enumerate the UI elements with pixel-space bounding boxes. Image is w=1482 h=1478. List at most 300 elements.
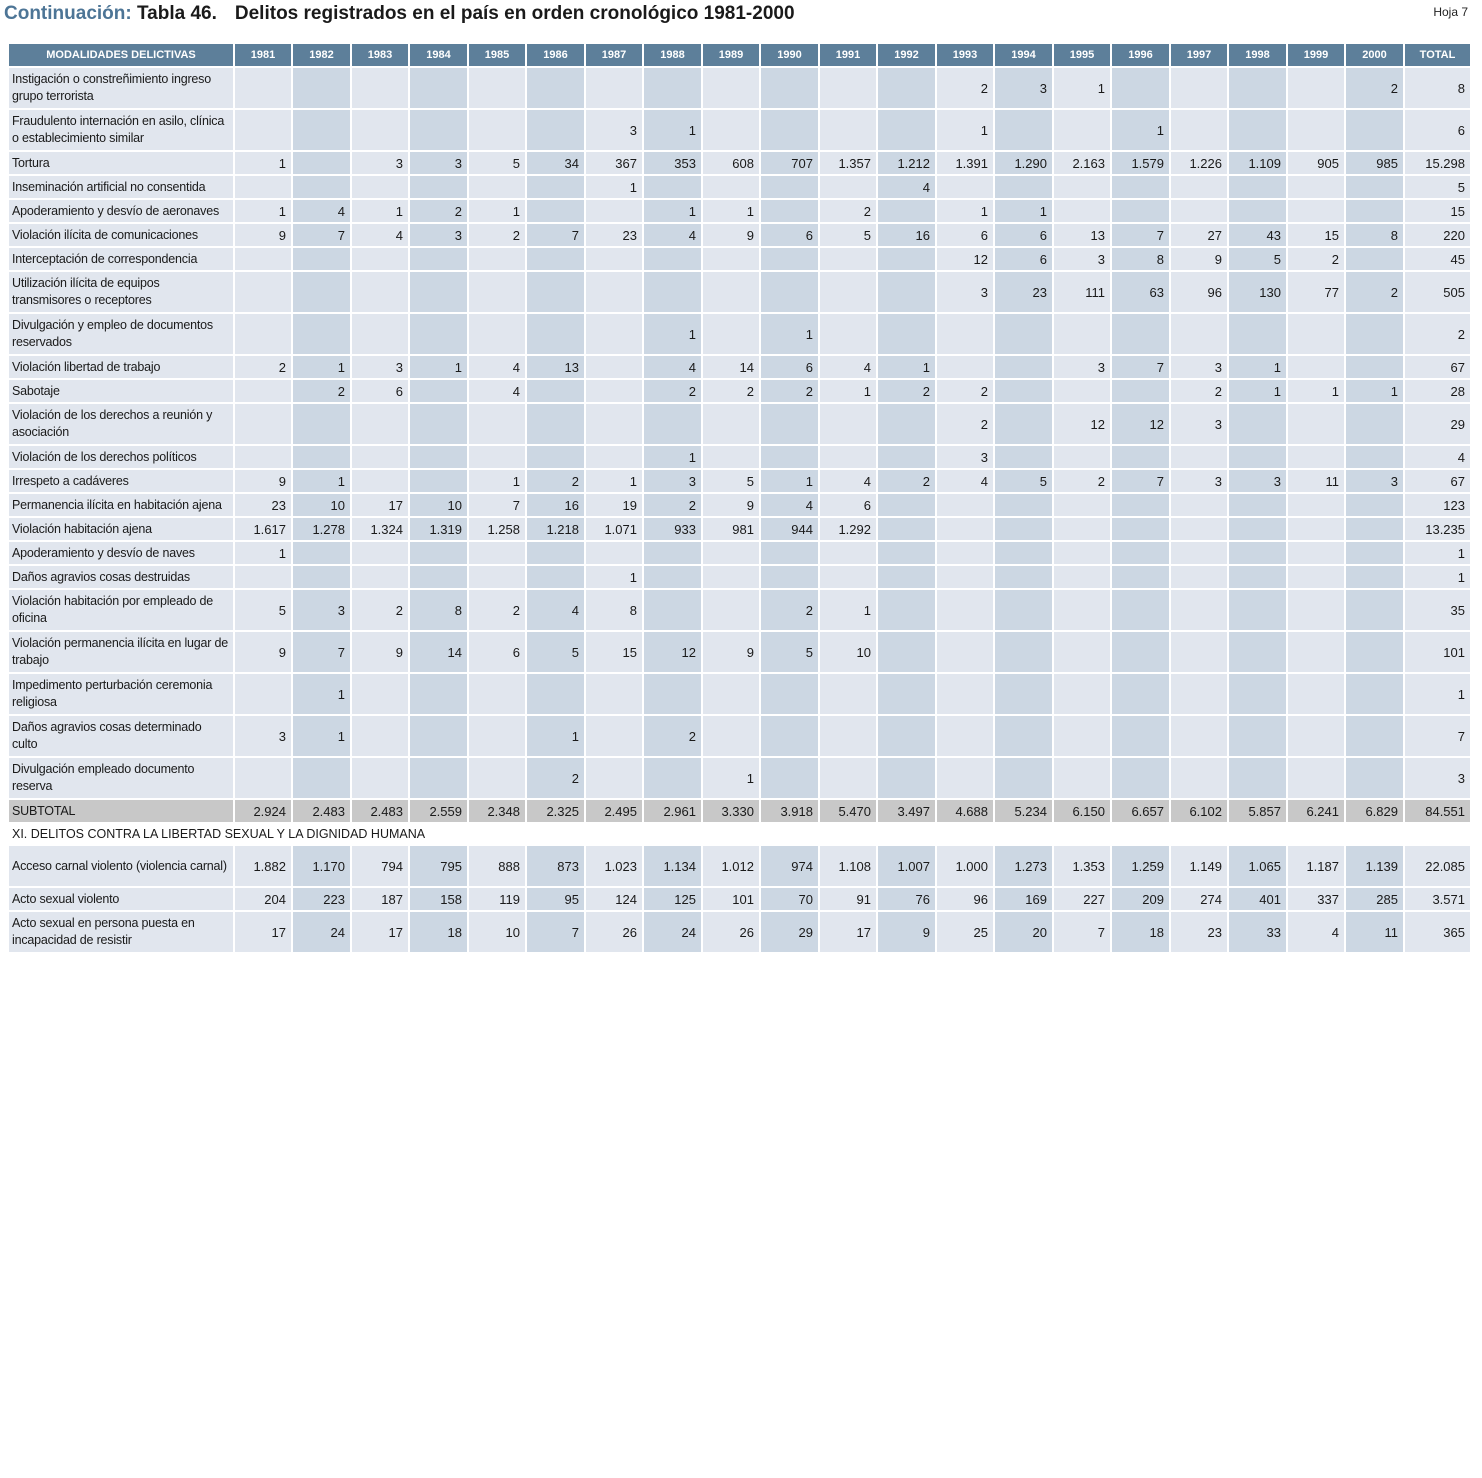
value-cell	[1287, 565, 1345, 589]
value-cell: 5	[760, 631, 819, 673]
table-row	[9, 541, 1471, 565]
value-cell	[1111, 565, 1170, 589]
row-label: Daños agravios cosas destruidas	[9, 565, 234, 589]
value-cell: 4	[819, 355, 877, 379]
value-cell: 1	[1228, 379, 1287, 403]
value-cell	[702, 673, 760, 715]
table-row	[9, 175, 1471, 199]
row-label: Impedimento perturbación ceremonia religiosa	[9, 673, 234, 715]
value-cell: 5	[1228, 247, 1287, 271]
value-cell	[1345, 355, 1404, 379]
value-cell: 24	[643, 911, 702, 953]
value-cell	[526, 403, 585, 445]
value-cell	[819, 541, 877, 565]
value-cell: 2	[936, 67, 994, 109]
value-cell: 1.149	[1170, 845, 1228, 887]
value-cell	[1111, 517, 1170, 541]
value-cell: 794	[351, 845, 409, 887]
value-cell: 14	[409, 631, 468, 673]
value-cell	[1345, 445, 1404, 469]
value-cell	[351, 445, 409, 469]
value-cell: 187	[351, 887, 409, 911]
value-cell: 2	[760, 379, 819, 403]
value-cell: 4	[526, 589, 585, 631]
value-cell: 34	[526, 151, 585, 175]
value-cell	[1053, 313, 1111, 355]
value-cell	[292, 313, 351, 355]
value-cell: 4	[643, 223, 702, 247]
row-label: Permanencia ilícita en habitación ajena	[9, 493, 234, 517]
value-cell	[1345, 715, 1404, 757]
value-cell	[702, 175, 760, 199]
value-cell: 353	[643, 151, 702, 175]
value-cell: 26	[585, 911, 643, 953]
value-cell	[234, 67, 292, 109]
value-cell: 2	[526, 757, 585, 799]
table-body	[9, 67, 1471, 953]
value-cell	[1287, 403, 1345, 445]
row-total-cell: 123	[1404, 493, 1471, 517]
row-label: Instigación o constreñimiento ingreso grupo terrorista	[9, 67, 234, 109]
page-title	[4, 2, 1478, 26]
value-cell: 14	[702, 355, 760, 379]
value-cell	[936, 313, 994, 355]
value-cell	[1228, 589, 1287, 631]
value-cell: 6	[351, 379, 409, 403]
value-cell	[409, 67, 468, 109]
value-cell	[409, 247, 468, 271]
value-cell: 12	[643, 631, 702, 673]
value-cell	[877, 589, 936, 631]
value-cell	[409, 175, 468, 199]
value-cell: 2	[468, 589, 526, 631]
value-cell	[877, 313, 936, 355]
table-title: Delitos registrados en el país en orden cronológico 1981-2000	[234, 3, 795, 24]
value-cell	[643, 271, 702, 313]
value-cell	[468, 565, 526, 589]
value-cell	[936, 631, 994, 673]
value-cell	[643, 67, 702, 109]
value-cell: 111	[1053, 271, 1111, 313]
value-cell: 3	[1170, 403, 1228, 445]
value-cell	[292, 541, 351, 565]
value-cell: 2.559	[409, 799, 468, 823]
value-cell	[936, 589, 994, 631]
value-cell: 1.391	[936, 151, 994, 175]
value-cell	[760, 541, 819, 565]
value-cell	[643, 589, 702, 631]
value-cell	[1345, 757, 1404, 799]
value-cell	[1228, 493, 1287, 517]
value-cell	[409, 715, 468, 757]
value-cell: 1	[234, 151, 292, 175]
row-total-cell: 45	[1404, 247, 1471, 271]
value-cell: 2	[1170, 379, 1228, 403]
column-header-1983: 1983	[351, 44, 409, 67]
value-cell	[234, 673, 292, 715]
value-cell	[526, 379, 585, 403]
value-cell	[1228, 673, 1287, 715]
value-cell	[936, 757, 994, 799]
value-cell	[1170, 565, 1228, 589]
value-cell: 23	[994, 271, 1053, 313]
column-header-1998: 1998	[1228, 44, 1287, 67]
value-cell	[819, 715, 877, 757]
value-cell	[1170, 757, 1228, 799]
value-cell: 29	[760, 911, 819, 953]
row-total-cell: 220	[1404, 223, 1471, 247]
value-cell: 6.102	[1170, 799, 1228, 823]
value-cell: 1	[351, 199, 409, 223]
value-cell: 10	[409, 493, 468, 517]
value-cell: 2	[643, 493, 702, 517]
value-cell: 2	[1345, 271, 1404, 313]
column-header-1990: 1990	[760, 44, 819, 67]
value-cell	[877, 565, 936, 589]
value-cell: 9	[234, 469, 292, 493]
row-label: Violación de los derechos políticos	[9, 445, 234, 469]
value-cell	[1053, 379, 1111, 403]
value-cell	[1053, 445, 1111, 469]
value-cell: 8	[1345, 223, 1404, 247]
value-cell: 33	[1228, 911, 1287, 953]
value-cell: 63	[1111, 271, 1170, 313]
value-cell	[994, 517, 1053, 541]
row-label: Acto sexual violento	[9, 887, 234, 911]
row-label: Sabotaje	[9, 379, 234, 403]
value-cell: 1	[585, 565, 643, 589]
value-cell: 1	[819, 589, 877, 631]
value-cell	[351, 403, 409, 445]
column-header-category: MODALIDADES DELICTIVAS	[9, 44, 234, 67]
value-cell	[292, 445, 351, 469]
value-cell	[409, 541, 468, 565]
value-cell: 6.829	[1345, 799, 1404, 823]
value-cell: 1.187	[1287, 845, 1345, 887]
value-cell: 119	[468, 887, 526, 911]
value-cell	[409, 313, 468, 355]
value-cell	[760, 271, 819, 313]
value-cell	[292, 565, 351, 589]
column-header-1982: 1982	[292, 44, 351, 67]
row-total-cell: 8	[1404, 67, 1471, 109]
row-total-cell: 1	[1404, 565, 1471, 589]
value-cell	[292, 403, 351, 445]
value-cell	[1111, 589, 1170, 631]
value-cell	[351, 673, 409, 715]
value-cell	[292, 151, 351, 175]
value-cell	[819, 445, 877, 469]
value-cell	[468, 175, 526, 199]
value-cell	[1111, 541, 1170, 565]
value-cell	[702, 715, 760, 757]
value-cell: 981	[702, 517, 760, 541]
value-cell	[1111, 445, 1170, 469]
column-header-1993: 1993	[936, 44, 994, 67]
column-header-total: TOTAL	[1404, 44, 1471, 67]
row-total-cell: 3	[1404, 757, 1471, 799]
value-cell	[1170, 109, 1228, 151]
value-cell: 13	[1053, 223, 1111, 247]
value-cell: 6	[994, 247, 1053, 271]
value-cell: 974	[760, 845, 819, 887]
value-cell	[819, 109, 877, 151]
value-cell	[585, 247, 643, 271]
value-cell: 3	[351, 151, 409, 175]
value-cell: 13	[526, 355, 585, 379]
table-row	[9, 673, 1471, 715]
value-cell	[585, 403, 643, 445]
table-row	[9, 715, 1471, 757]
value-cell	[877, 541, 936, 565]
value-cell	[585, 271, 643, 313]
value-cell	[643, 403, 702, 445]
value-cell	[526, 175, 585, 199]
value-cell	[292, 271, 351, 313]
row-label: Acceso carnal violento (violencia carnal)	[9, 845, 234, 887]
value-cell: 2	[936, 403, 994, 445]
value-cell	[526, 199, 585, 223]
value-cell	[760, 445, 819, 469]
value-cell	[1053, 493, 1111, 517]
row-label: Divulgación empleado documento reserva	[9, 757, 234, 799]
value-cell: 70	[760, 887, 819, 911]
row-label: Inseminación artificial no consentida	[9, 175, 234, 199]
value-cell	[1287, 445, 1345, 469]
value-cell: 3	[409, 151, 468, 175]
table-row	[9, 151, 1471, 175]
value-cell: 2.163	[1053, 151, 1111, 175]
column-header-1991: 1991	[819, 44, 877, 67]
value-cell	[819, 565, 877, 589]
value-cell: 5.857	[1228, 799, 1287, 823]
value-cell	[526, 445, 585, 469]
value-cell	[1287, 493, 1345, 517]
value-cell: 6.241	[1287, 799, 1345, 823]
row-label: Apoderamiento y desvío de aeronaves	[9, 199, 234, 223]
value-cell	[351, 565, 409, 589]
value-cell: 1	[292, 469, 351, 493]
column-header-1995: 1995	[1053, 44, 1111, 67]
value-cell	[585, 355, 643, 379]
value-cell	[702, 109, 760, 151]
value-cell	[351, 67, 409, 109]
value-cell: 1	[468, 199, 526, 223]
column-header-1987: 1987	[585, 44, 643, 67]
table-row	[9, 67, 1471, 109]
value-cell: 3	[1345, 469, 1404, 493]
value-cell: 223	[292, 887, 351, 911]
value-cell	[234, 175, 292, 199]
value-cell	[760, 199, 819, 223]
value-cell	[1228, 109, 1287, 151]
value-cell: 8	[409, 589, 468, 631]
value-cell	[1111, 493, 1170, 517]
value-cell: 2.348	[468, 799, 526, 823]
value-cell: 3	[234, 715, 292, 757]
value-cell	[994, 355, 1053, 379]
value-cell	[409, 673, 468, 715]
value-cell	[1228, 631, 1287, 673]
value-cell	[1345, 541, 1404, 565]
value-cell: 3	[1170, 355, 1228, 379]
value-cell: 4	[936, 469, 994, 493]
value-cell: 5	[819, 223, 877, 247]
value-cell	[468, 757, 526, 799]
row-total-cell: 67	[1404, 469, 1471, 493]
row-total-cell: 29	[1404, 403, 1471, 445]
value-cell	[760, 67, 819, 109]
value-cell: 2.924	[234, 799, 292, 823]
value-cell	[877, 673, 936, 715]
value-cell: 1	[292, 673, 351, 715]
value-cell	[585, 379, 643, 403]
value-cell: 76	[877, 887, 936, 911]
value-cell: 1.212	[877, 151, 936, 175]
value-cell	[1170, 199, 1228, 223]
value-cell	[1053, 673, 1111, 715]
value-cell	[1111, 199, 1170, 223]
value-cell: 25	[936, 911, 994, 953]
value-cell	[702, 313, 760, 355]
value-cell: 1.007	[877, 845, 936, 887]
value-cell: 905	[1287, 151, 1345, 175]
value-cell: 1	[409, 355, 468, 379]
value-cell: 1.226	[1170, 151, 1228, 175]
table-row	[9, 313, 1471, 355]
value-cell	[234, 109, 292, 151]
table-row	[9, 887, 1471, 911]
value-cell: 707	[760, 151, 819, 175]
value-cell: 4	[468, 379, 526, 403]
value-cell	[994, 403, 1053, 445]
value-cell	[936, 493, 994, 517]
value-cell: 401	[1228, 887, 1287, 911]
value-cell	[1228, 757, 1287, 799]
value-cell	[1170, 715, 1228, 757]
value-cell: 12	[1053, 403, 1111, 445]
value-cell	[1170, 673, 1228, 715]
table-row	[9, 589, 1471, 631]
value-cell: 1.109	[1228, 151, 1287, 175]
value-cell	[1170, 589, 1228, 631]
value-cell: 9	[1170, 247, 1228, 271]
value-cell	[936, 673, 994, 715]
value-cell	[643, 673, 702, 715]
value-cell: 1.579	[1111, 151, 1170, 175]
table-row	[9, 517, 1471, 541]
value-cell: 7	[1111, 223, 1170, 247]
column-header-1981: 1981	[234, 44, 292, 67]
value-cell: 2	[526, 469, 585, 493]
value-cell	[1228, 403, 1287, 445]
value-cell	[643, 175, 702, 199]
value-cell: 1	[292, 355, 351, 379]
table-row	[9, 445, 1471, 469]
value-cell: 2	[936, 379, 994, 403]
value-cell	[1287, 673, 1345, 715]
row-total-cell: 4	[1404, 445, 1471, 469]
value-cell: 2.961	[643, 799, 702, 823]
value-cell	[819, 403, 877, 445]
table-row	[9, 631, 1471, 673]
row-label: Apoderamiento y desvío de naves	[9, 541, 234, 565]
value-cell: 7	[292, 631, 351, 673]
value-cell	[234, 445, 292, 469]
value-cell	[351, 469, 409, 493]
table-row	[9, 199, 1471, 223]
value-cell: 17	[351, 911, 409, 953]
value-cell: 985	[1345, 151, 1404, 175]
value-cell	[1053, 715, 1111, 757]
value-cell	[468, 247, 526, 271]
value-cell	[292, 247, 351, 271]
value-cell: 2	[643, 379, 702, 403]
value-cell: 1.319	[409, 517, 468, 541]
value-cell: 6	[819, 493, 877, 517]
value-cell: 608	[702, 151, 760, 175]
value-cell	[702, 403, 760, 445]
row-total-cell: 84.551	[1404, 799, 1471, 823]
value-cell	[1111, 715, 1170, 757]
value-cell	[1345, 247, 1404, 271]
value-cell	[292, 757, 351, 799]
row-label: Violación ilícita de comunicaciones	[9, 223, 234, 247]
value-cell	[702, 565, 760, 589]
column-header-1994: 1994	[994, 44, 1053, 67]
value-cell	[585, 199, 643, 223]
value-cell	[994, 757, 1053, 799]
value-cell: 16	[877, 223, 936, 247]
value-cell: 4	[351, 223, 409, 247]
value-cell: 1	[877, 355, 936, 379]
value-cell: 7	[292, 223, 351, 247]
value-cell	[702, 271, 760, 313]
value-cell: 124	[585, 887, 643, 911]
value-cell	[1345, 493, 1404, 517]
row-total-cell: 7	[1404, 715, 1471, 757]
row-label: Utilización ilícita de equipos transmisores o receptores	[9, 271, 234, 313]
value-cell	[877, 109, 936, 151]
value-cell: 3	[409, 223, 468, 247]
value-cell	[526, 541, 585, 565]
value-cell: 3	[936, 445, 994, 469]
value-cell	[409, 109, 468, 151]
column-header-1988: 1988	[643, 44, 702, 67]
row-total-cell: 28	[1404, 379, 1471, 403]
value-cell	[1053, 199, 1111, 223]
value-cell: 1	[1053, 67, 1111, 109]
row-total-cell: 35	[1404, 589, 1471, 631]
value-cell: 9	[702, 631, 760, 673]
value-cell: 7	[526, 911, 585, 953]
value-cell	[1111, 67, 1170, 109]
value-cell	[351, 313, 409, 355]
value-cell	[1345, 589, 1404, 631]
row-total-cell: 67	[1404, 355, 1471, 379]
value-cell: 3	[936, 271, 994, 313]
value-cell	[1053, 757, 1111, 799]
column-header-1999: 1999	[1287, 44, 1345, 67]
row-label: Divulgación y empleo de documentos reservados	[9, 313, 234, 355]
value-cell: 274	[1170, 887, 1228, 911]
row-total-cell: 15.298	[1404, 151, 1471, 175]
value-cell	[526, 313, 585, 355]
value-cell: 11	[1287, 469, 1345, 493]
crime-table	[9, 44, 1472, 954]
value-cell	[468, 715, 526, 757]
value-cell	[1287, 355, 1345, 379]
